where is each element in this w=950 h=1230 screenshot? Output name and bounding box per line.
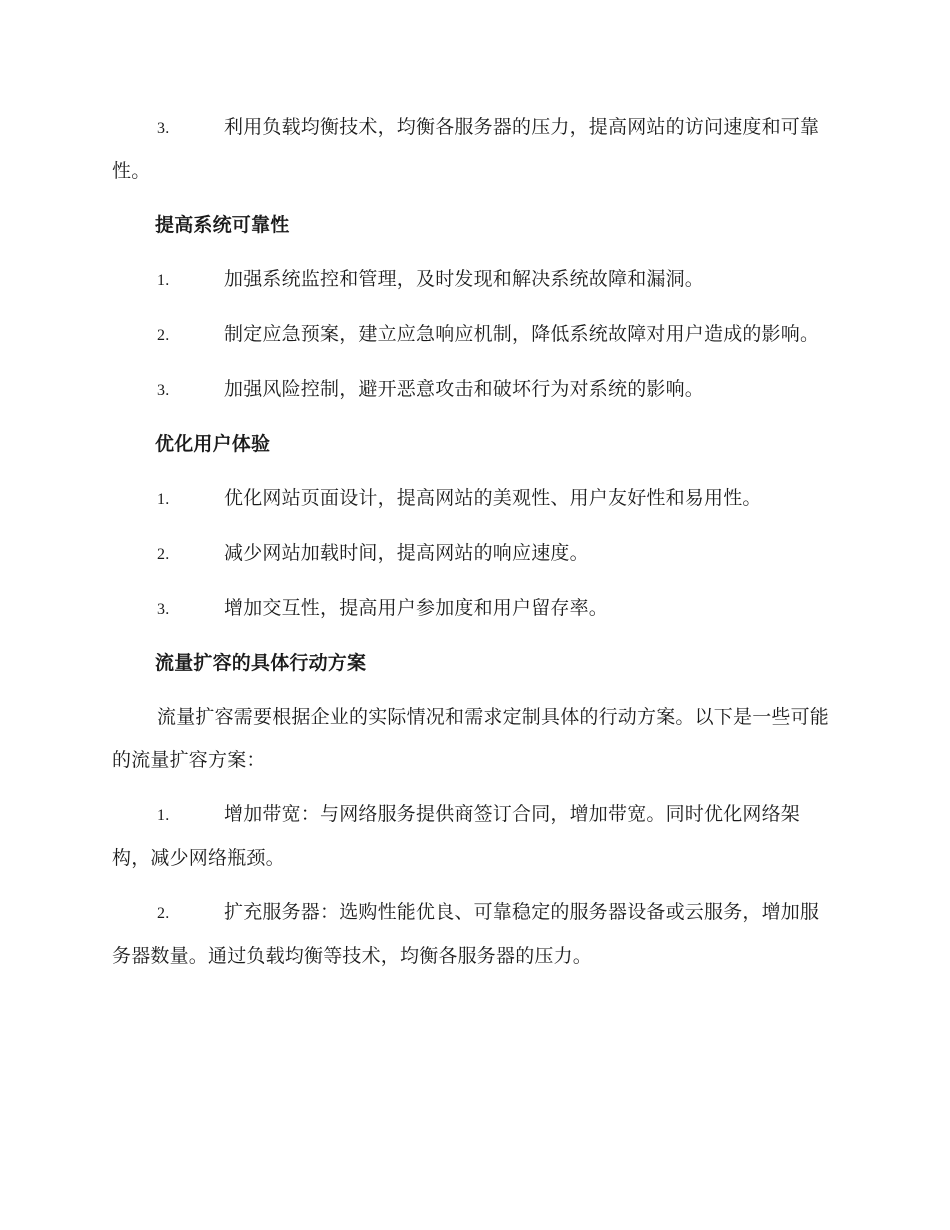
intro-paragraph: 流量扩容需要根据企业的实际情况和需求定制具体的行动方案。以下是一些可能的流量扩容方案：	[112, 706, 830, 771]
list-item	[112, 793, 834, 880]
list-number: 1.	[157, 491, 170, 508]
document-body	[112, 106, 834, 989]
list-number: 2.	[157, 546, 170, 563]
list-text: 制定应急预案，建立应急响应机制，降低系统故障对用户造成的影响。	[224, 323, 820, 345]
list-item	[112, 477, 834, 521]
section-heading: 优化用户体验	[155, 433, 271, 455]
section-heading: 流量扩容的具体行动方案	[155, 652, 367, 674]
section-heading: 提高系统可靠性	[155, 214, 290, 236]
list-item	[112, 258, 834, 302]
list-text: 增加交互性，提高用户参加度和用户留存率。	[224, 597, 609, 619]
list-text: 加强风险控制，避开恶意攻击和破坏行为对系统的影响。	[224, 378, 705, 400]
list-text: 扩充服务器：选购性能优良、可靠稳定的服务器设备或云服务，增加服务器数量。通过负载均衡等技术，均衡各服务器的压力。	[112, 901, 820, 967]
list-item	[112, 532, 834, 576]
list-item	[112, 891, 834, 978]
list-number: 3.	[157, 382, 170, 399]
list-text: 优化网站页面设计，提高网站的美观性、用户友好性和易用性。	[224, 487, 762, 509]
list-number: 3.	[157, 120, 170, 137]
list-text: 减少网站加载时间，提高网站的响应速度。	[224, 542, 589, 564]
list-item	[112, 313, 834, 357]
list-number: 1.	[157, 272, 170, 289]
list-text: 加强系统监控和管理，及时发现和解决系统故障和漏洞。	[224, 268, 705, 290]
list-text: 利用负载均衡技术，均衡各服务器的压力，提高网站的访问速度和可靠性。	[112, 116, 820, 182]
list-text: 增加带宽：与网络服务提供商签订合同，增加带宽。同时优化网络架构，减少网络瓶颈。	[112, 803, 801, 869]
list-number: 1.	[157, 807, 170, 824]
list-item	[112, 368, 834, 412]
list-number: 2.	[157, 327, 170, 344]
list-number: 3.	[157, 601, 170, 618]
list-item	[112, 587, 834, 631]
list-number: 2.	[157, 905, 170, 922]
list-item	[112, 106, 834, 193]
